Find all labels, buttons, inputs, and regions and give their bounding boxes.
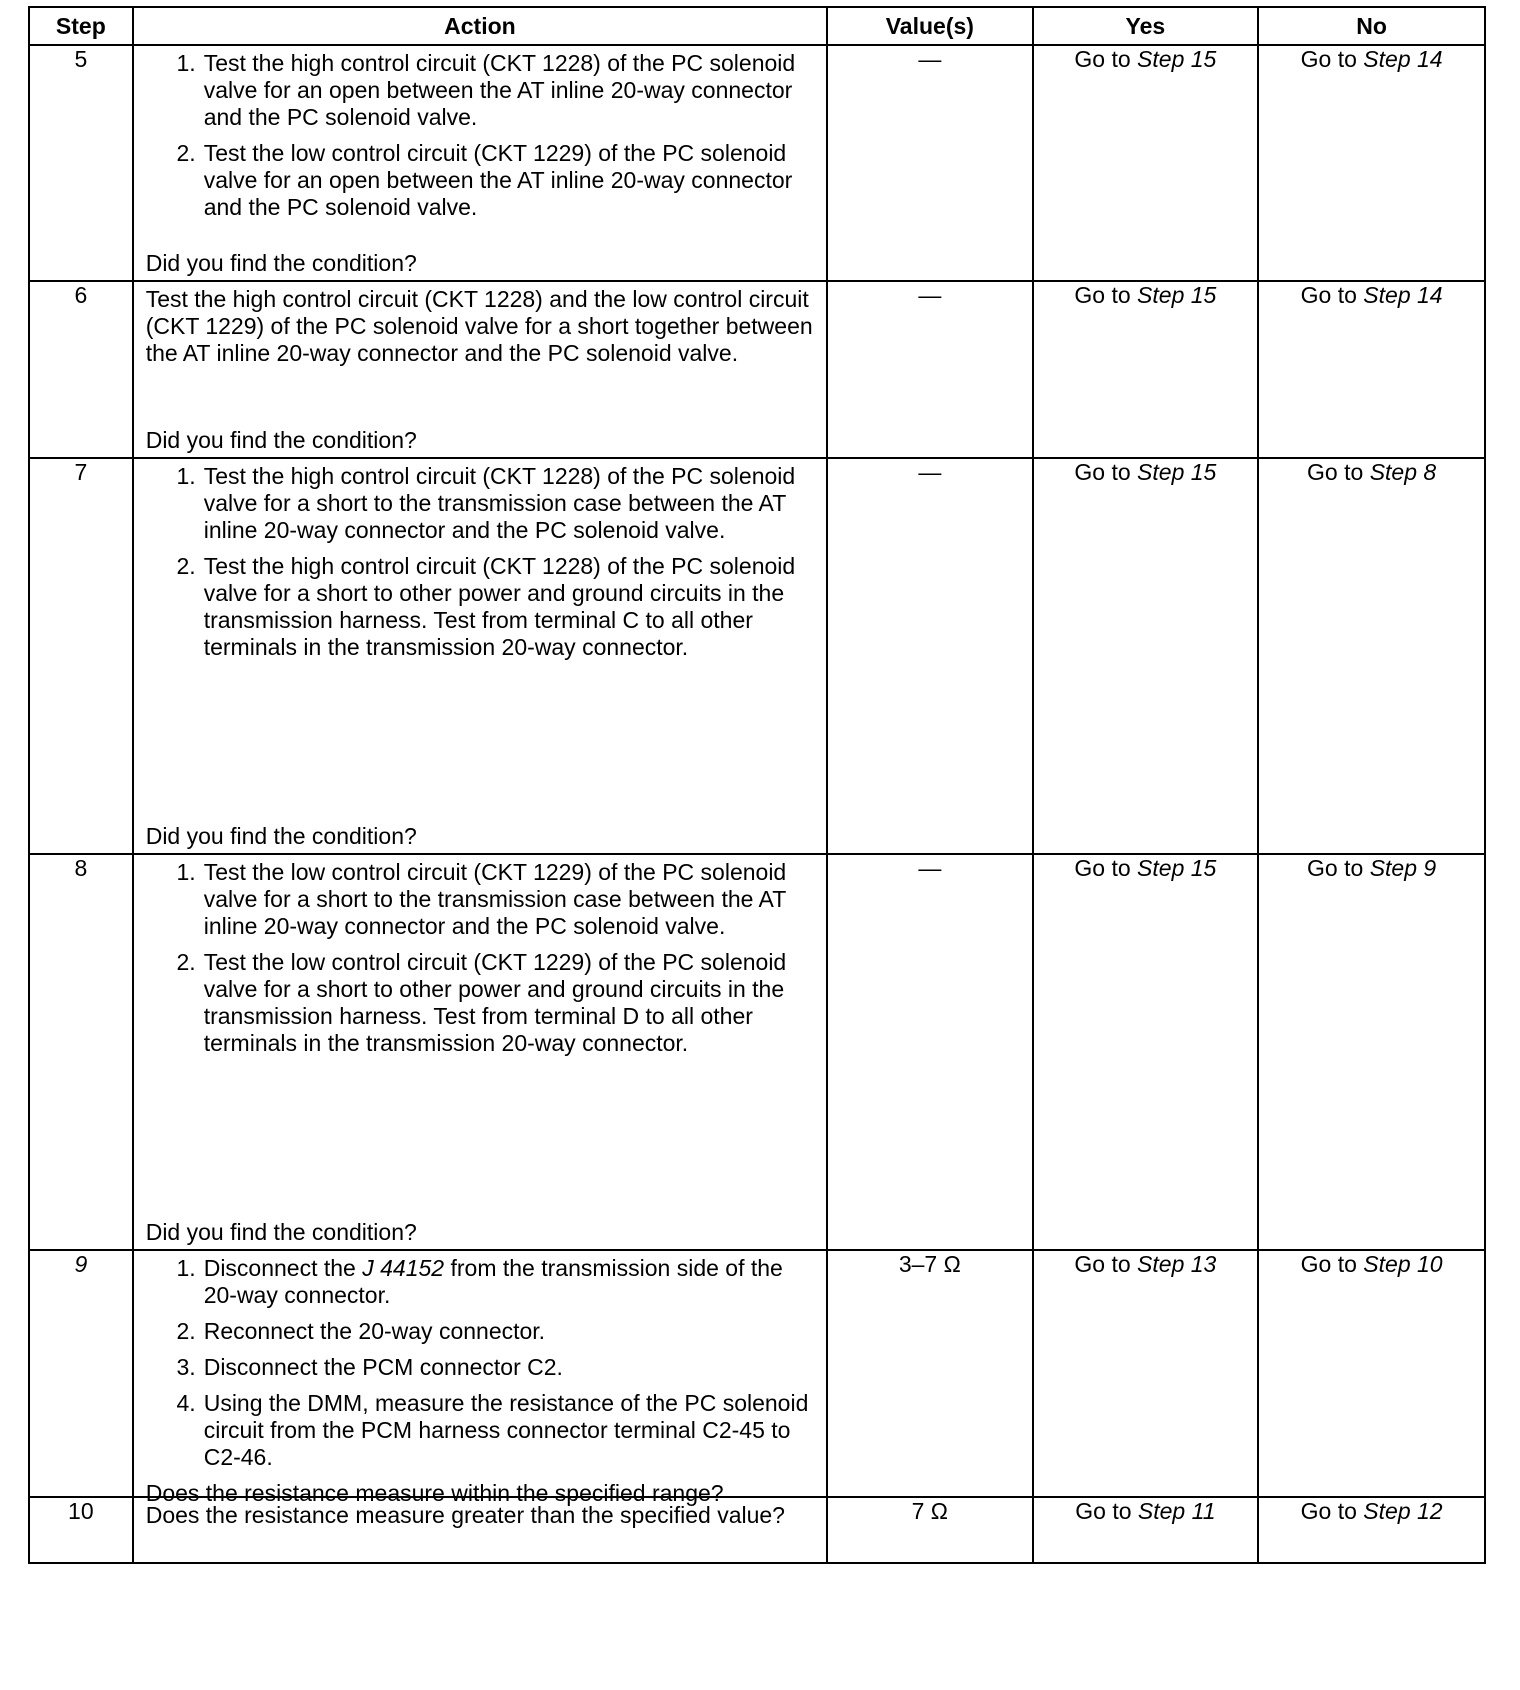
- question-text: Did you find the condition?: [145, 1219, 417, 1245]
- table-row-step-8: [29, 854, 1485, 1250]
- value-cell: —: [827, 281, 1032, 458]
- table-row-step-9: [29, 1250, 1485, 1497]
- list-item: 1. Test the low control circuit (CKT 1229) of the PC solenoid valve for a short to the transmission case between the AT inline 20-way connector and the PC solenoid valve.: [176, 859, 787, 939]
- header-action: Action: [133, 7, 827, 45]
- question-text: Did you find the condition?: [145, 250, 417, 276]
- table-row-step-7: [29, 458, 1485, 854]
- action-text: Does the resistance measure greater than the specified value?: [145, 1502, 785, 1528]
- yes-step-link[interactable]: Step 15: [1137, 855, 1217, 881]
- table-row-step-10: [29, 1497, 1485, 1563]
- no-cell[interactable]: Go to Step 14: [1258, 45, 1485, 281]
- value-cell: 3–7 Ω: [827, 1250, 1032, 1497]
- list-item: 2. Reconnect the 20-way connector.: [176, 1318, 546, 1344]
- step-number: 10: [29, 1497, 133, 1563]
- yes-step-link[interactable]: Step 15: [1137, 282, 1217, 308]
- table-row-step-5: [29, 45, 1485, 281]
- action-cell: [133, 854, 827, 1250]
- action-cell: [133, 45, 827, 281]
- list-item: 2. Test the high control circuit (CKT 1228) of the PC solenoid valve for a short to other power and ground circuits in the transmission harness. Test from terminal C to all other terminals in the transmission 20-way connector.: [176, 553, 796, 660]
- no-cell[interactable]: Go to Step 14: [1258, 281, 1485, 458]
- action-cell: [133, 1497, 827, 1563]
- yes-cell[interactable]: Go to Step 15: [1033, 458, 1259, 854]
- list-item: 2. Test the low control circuit (CKT 1229) of the PC solenoid valve for a short to other power and ground circuits in the transmission harness. Test from terminal D to all other terminals in the transmission 20-way connector.: [176, 949, 787, 1056]
- no-step-link[interactable]: Step 8: [1369, 459, 1437, 485]
- value-cell: —: [827, 45, 1032, 281]
- yes-cell[interactable]: Go to Step 15: [1033, 281, 1259, 458]
- list-item: 2. Test the low control circuit (CKT 1229) of the PC solenoid valve for an open between the AT inline 20-way connector and the PC solenoid valve.: [176, 140, 793, 220]
- header-no: No: [1258, 7, 1485, 45]
- step-number: 7: [29, 458, 133, 854]
- yes-step-link[interactable]: Step 15: [1137, 459, 1217, 485]
- header-yes: Yes: [1033, 7, 1259, 45]
- action-list: [146, 463, 814, 670]
- yes-step-link[interactable]: Step 15: [1137, 46, 1217, 72]
- no-step-link[interactable]: Step 10: [1363, 1251, 1443, 1277]
- no-step-link[interactable]: Step 14: [1363, 46, 1443, 72]
- list-item: 4. Using the DMM, measure the resistance of the PC solenoid circuit from the PCM harness connector terminal C2-45 to C2-46.: [176, 1390, 809, 1470]
- action-cell: [133, 458, 827, 854]
- value-cell: —: [827, 458, 1032, 854]
- list-item: 1. Test the high control circuit (CKT 1228) of the PC solenoid valve for an open between the AT inline 20-way connector and the PC solenoid valve.: [176, 50, 796, 130]
- list-item: 1. Disconnect the J 44152 from the transmission side of the 20-way connector.: [176, 1255, 783, 1308]
- no-cell[interactable]: Go to Step 12: [1258, 1497, 1485, 1563]
- action-list: [146, 1255, 814, 1480]
- yes-step-link[interactable]: Step 13: [1137, 1251, 1217, 1277]
- no-cell[interactable]: Go to Step 9: [1258, 854, 1485, 1250]
- tool-reference: J 44152: [362, 1255, 445, 1281]
- action-cell: [133, 1250, 827, 1506]
- value-cell: —: [827, 854, 1032, 1250]
- no-step-link[interactable]: Step 14: [1363, 282, 1443, 308]
- action-text: Test the high control circuit (CKT 1228) and the low control circuit (CKT 1229) of the PC solenoid valve for a short together between the AT inline 20-way connector and the PC solenoid valve.: [145, 286, 813, 366]
- diagnostic-table: [28, 6, 1486, 1564]
- table-row-step-6: [29, 281, 1485, 458]
- question-text: Did you find the condition?: [145, 823, 417, 849]
- step-number: 6: [29, 281, 133, 458]
- no-step-link[interactable]: Step 12: [1363, 1498, 1443, 1524]
- yes-cell[interactable]: Go to Step 15: [1033, 45, 1259, 281]
- no-step-link[interactable]: Step 9: [1369, 855, 1437, 881]
- yes-cell[interactable]: Go to Step 11: [1033, 1497, 1259, 1563]
- header-values: Value(s): [827, 7, 1032, 45]
- no-cell[interactable]: Go to Step 8: [1258, 458, 1485, 854]
- action-list: [146, 50, 814, 230]
- action-list: [146, 859, 814, 1066]
- yes-cell[interactable]: Go to Step 15: [1033, 854, 1259, 1250]
- header-step: Step: [29, 7, 133, 45]
- question-text: Does the resistance measure within the specified range?: [145, 1480, 724, 1506]
- action-cell: [133, 281, 827, 458]
- list-item: 3. Disconnect the PCM connector C2.: [176, 1354, 563, 1380]
- question-text: Did you find the condition?: [145, 427, 417, 453]
- step-number: 9: [29, 1250, 133, 1497]
- step-number: 8: [29, 854, 133, 1250]
- yes-cell[interactable]: Go to Step 13: [1033, 1250, 1259, 1497]
- step-number: 5: [29, 45, 133, 281]
- no-cell[interactable]: Go to Step 10: [1258, 1250, 1485, 1497]
- header-row: [29, 7, 1485, 45]
- yes-step-link[interactable]: Step 11: [1137, 1498, 1216, 1524]
- value-cell: 7 Ω: [827, 1497, 1032, 1563]
- list-item: 1. Test the high control circuit (CKT 1228) of the PC solenoid valve for a short to the transmission case between the AT inline 20-way connector and the PC solenoid valve.: [176, 463, 796, 543]
